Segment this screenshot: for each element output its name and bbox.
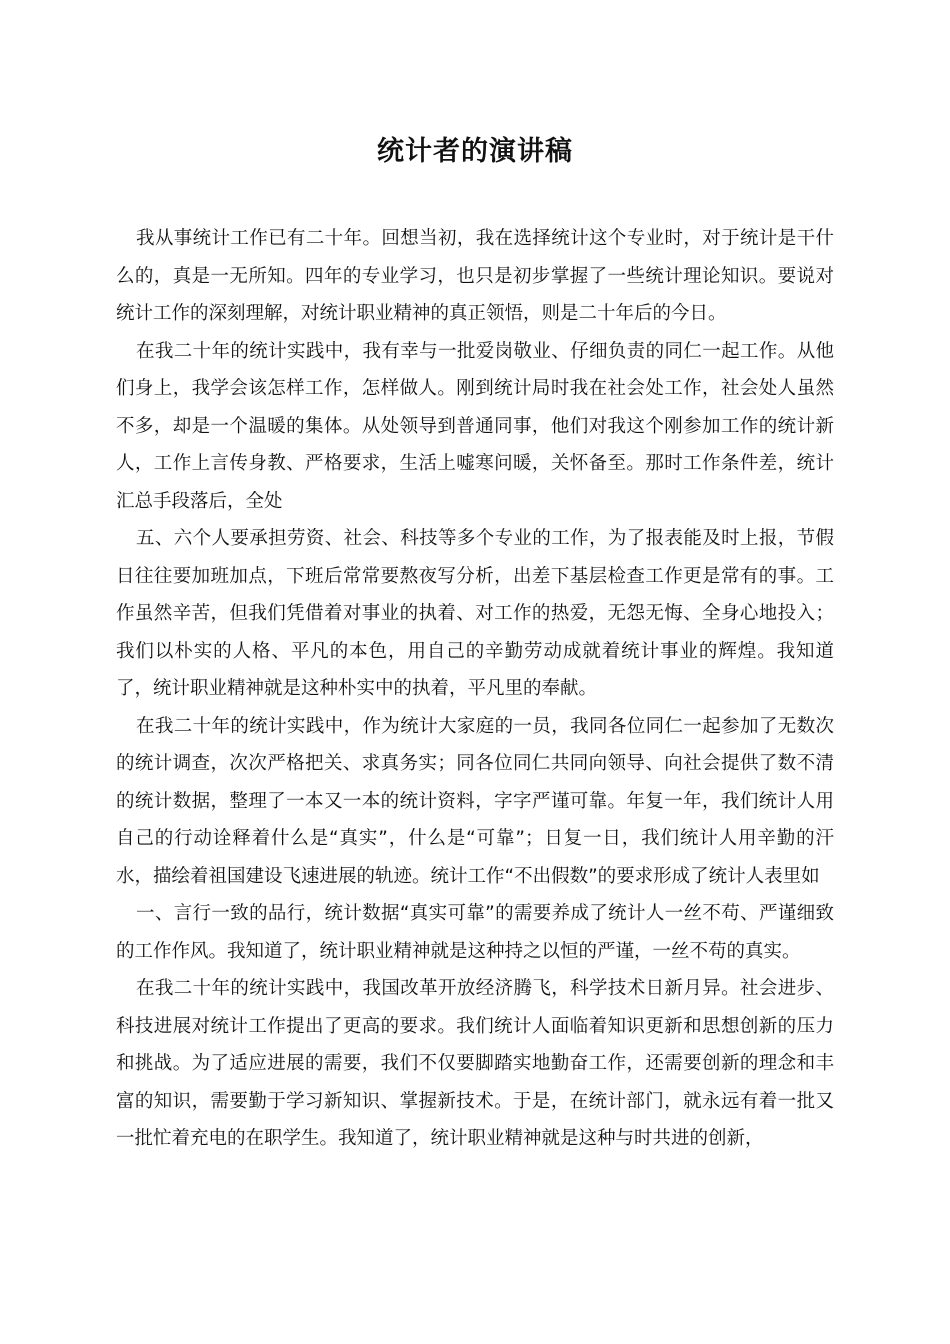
paragraph: 我从事统计工作已有二十年。回想当初，我在选择统计这个专业时，对于统计是干什么的，真是一无所知。四年的专业学习，也只是初步掌握了一些统计理论知识。要说对统计工作的深刻理解，对统计职业精神的真正领悟，则是二十年后的今日。 xyxy=(116,228,834,324)
document-title: 统计者的演讲稿 xyxy=(377,136,573,167)
paragraph: 一、言行一致的品行，统计数据“真实可靠”的需要养成了统计人一丝不苟、严谨细致的工作作风。我知道了，统计职业精神就是这种持之以恒的严谨，一丝不苟的真实。 xyxy=(116,903,834,962)
paragraph: 在我二十年的统计实践中，作为统计大家庭的一员，我同各位同仁一起参加了无数次的统计调查，次次严格把关、求真务实；同各位同仁共同向领导、向社会提供了数不清的统计数据，整理了一本又一本的统计资料，字字严谨可靠。年复一年，我们统计人用自己的行动诠释着什么是“真实”，什么是“可靠”；日复一日，我们统计人用辛勤的汗水，描绘着祖国建设飞速进展的轨迹。统计工作“不出假数”的要求形成了统计人表里如 xyxy=(116,715,834,887)
paragraph: 五、六个人要承担劳资、社会、科技等多个专业的工作，为了报表能及时上报，节假日往往要加班加点，下班后常常要熬夜写分析，出差下基层检查工作更是常有的事。工作虽然辛苦，但我们凭借着对事业的执着、对工作的热爱，无怨无悔、全身心地投入；我们以朴实的人格、平凡的本色，用自己的辛勤劳动成就着统计事业的辉煌。我知道了，统计职业精神就是这种朴实中的执着，平凡里的奉献。 xyxy=(116,528,834,699)
paragraph: 在我二十年的统计实践中，我国改革开放经济腾飞，科学技术日新月异。社会进步、科技进展对统计工作提出了更高的要求。我们统计人面临着知识更新和思想创新的压力和挑战。为了适应进展的需要，我们不仅要脚踏实地勤奋工作，还需要创新的理念和丰富的知识，需要勤于学习新知识、掌握新技术。于是，在统计部门，就永远有着一批又一批忙着充电的在职学生。我知道了，统计职业精神就是这种与时共进的创新， xyxy=(116,978,834,1149)
paragraph: 在我二十年的统计实践中，我有幸与一批爱岗敬业、仔细负责的同仁一起工作。从他们身上，我学会该怎样工作，怎样做人。刚到统计局时我在社会处工作，社会处人虽然不多，却是一个温暖的集体。从处领导到普通同事，他们对我这个刚参加工作的统计新人，工作上言传身教、严格要求，生活上嘘寒问暖，关怀备至。那时工作条件差，统计汇总手段落后，全处 xyxy=(116,340,834,512)
document-body xyxy=(116,220,834,1158)
